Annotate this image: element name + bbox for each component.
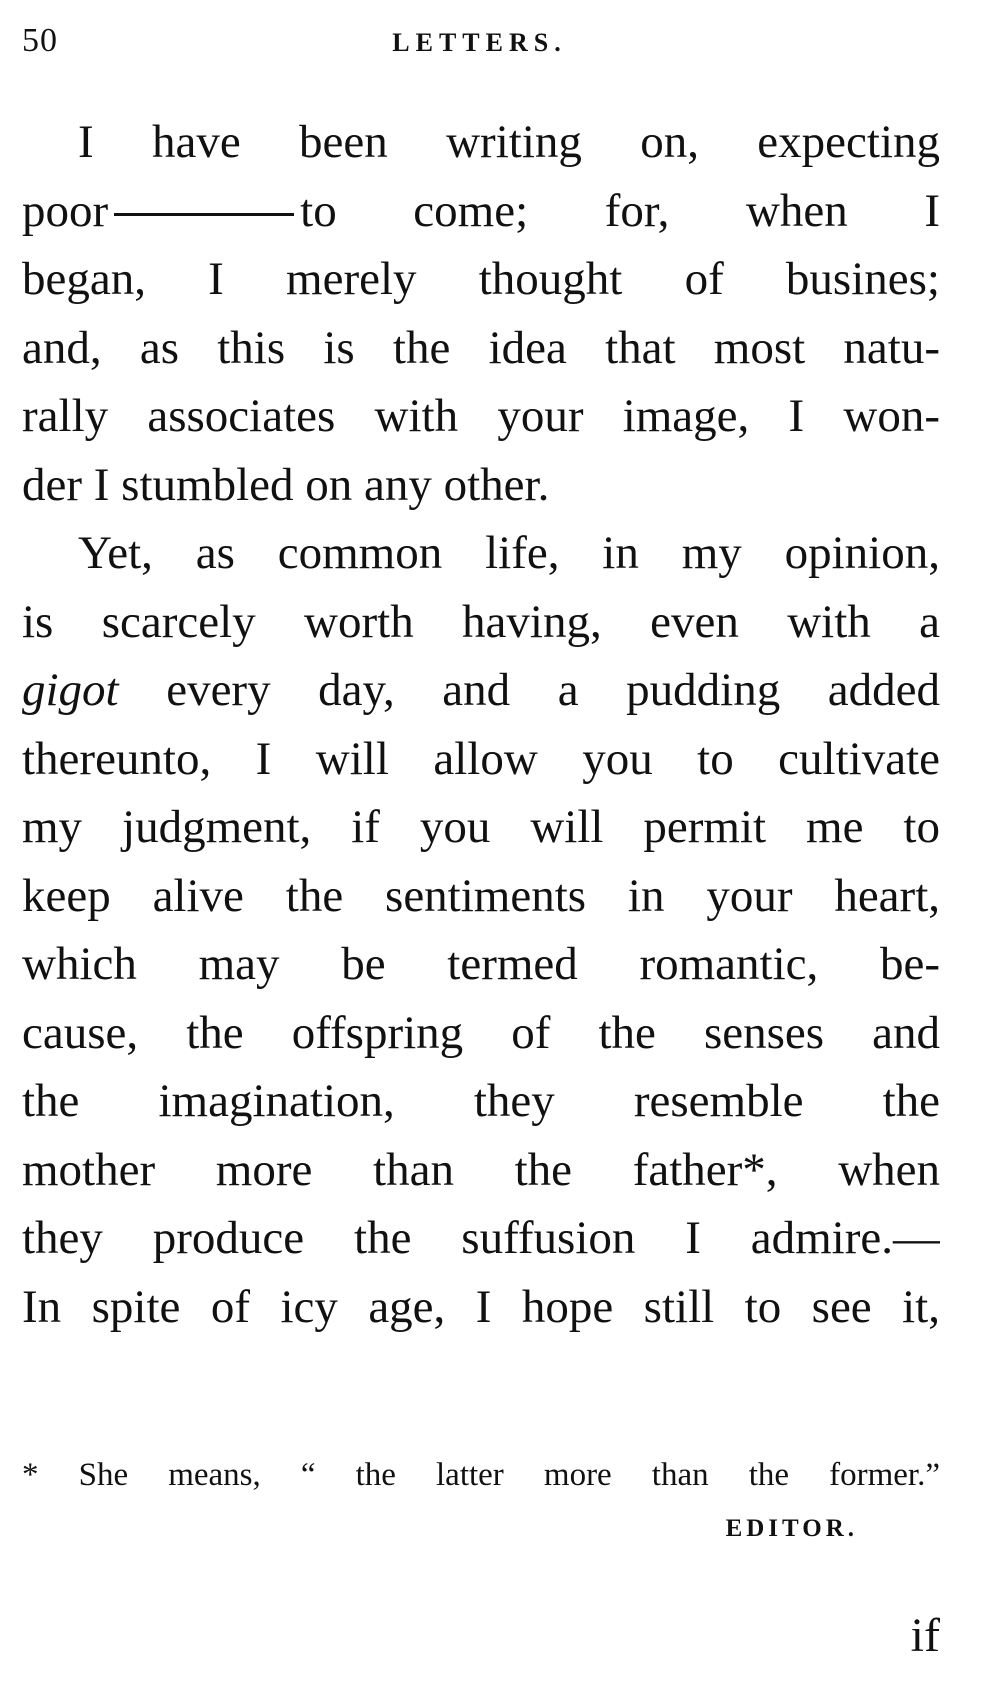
footnote-signature: EDITOR. xyxy=(725,1515,858,1542)
text-line: the imagination, they resemble the xyxy=(22,1075,940,1127)
text-line: In spite of icy age, I hope still to see it, xyxy=(22,1280,940,1333)
text-line xyxy=(22,656,940,725)
text-line: my judgment, if you will permit me to xyxy=(22,801,940,853)
text-line: rally associates with your image, I won- xyxy=(22,390,940,442)
text-line: and, as this is the idea that most natu- xyxy=(22,321,940,374)
text-fragment: every day, and a pudding added xyxy=(166,664,940,716)
text-line: which may be termed romantic, be- xyxy=(22,938,940,990)
omission-dash xyxy=(114,213,294,216)
text-line: keep alive the sentiments in your heart, xyxy=(22,869,940,922)
text-line: mother more than the father*, when xyxy=(22,1143,940,1196)
text-fragment: poor xyxy=(22,184,109,237)
italic-word: gigot xyxy=(22,664,119,716)
text-line: I have been writing on, expecting xyxy=(78,116,940,168)
text-line: der I stumbled on any other. xyxy=(22,458,550,511)
body-text xyxy=(22,108,940,1341)
text-line xyxy=(22,177,940,246)
footnote xyxy=(22,1448,940,1556)
text-line: cause, the offspring of the senses and xyxy=(22,1006,940,1059)
text-line: is scarcely worth having, even with a xyxy=(22,595,940,648)
catchword: if xyxy=(910,1609,940,1662)
page-header xyxy=(22,22,937,72)
text-fragment: to come; for, when I xyxy=(300,184,940,237)
page-number: 50 xyxy=(22,22,58,59)
text-line: began, I merely thought of busines; xyxy=(22,253,940,305)
text-line: they produce the suffusion I admire.— xyxy=(22,1212,940,1264)
text-line: Yet, as common life, in my opinion, xyxy=(78,527,940,579)
footnote-text: * She means, “ the latter more than the former.” xyxy=(22,1457,940,1493)
running-head: LETTERS. xyxy=(392,28,567,57)
text-line: thereunto, I will allow you to cultivate xyxy=(22,732,940,785)
